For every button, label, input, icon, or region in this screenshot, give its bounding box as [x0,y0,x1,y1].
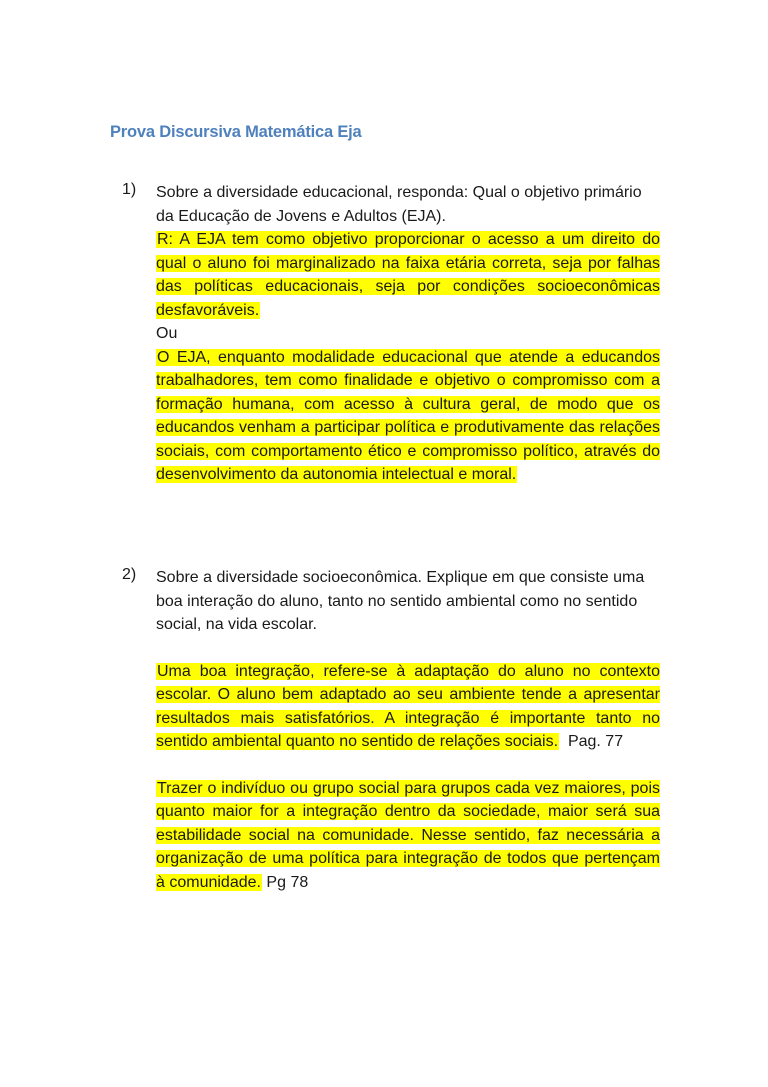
highlighted-answer: Trazer o indivíduo ou grupo social para grupos cada vez maiores, pois quanto maior for a integração dentro da sociedade, maior será sua estabilidade social na comunidade. Nesse sentido, faz necessária a organização de uma política para integração de todos que pertençam à comunidade. [156,779,660,891]
page-reference: Pg 78 [266,873,309,891]
highlighted-answer: Uma boa integração, refere-se à adaptação do aluno no contexto escolar. O aluno bem adaptado ao seu ambiente tende a apresentar resultados mais satisfatórios. A integração é importante tanto no sentido ambiental quanto no sentido de relações sociais. [156,662,660,750]
page-reference: Pag. 77 [567,733,624,750]
separator-text: Ou [156,325,178,342]
question-text: Sobre a diversidade educacional, responda: Qual o objetivo primário da Educação de Jovens e Adultos (EJA). [156,184,642,225]
answer-paragraph [156,346,660,487]
question-body [156,181,660,487]
question-body [156,566,660,894]
highlighted-answer: R: A EJA tem como objetivo proporcionar o acesso a um direito do qual o aluno foi marginalizado na faixa etária correta, seja por falhas das políticas educacionais, seja por condições socioeconômicas desfavoráveis. [156,231,660,319]
answer-paragraph [156,228,660,322]
question-number: 2) [122,566,137,583]
question-text: Sobre a diversidade socioeconômica. Explique em que consiste uma boa interação do aluno, tanto no sentido ambiental como no sentido social, na vida escolar. [156,569,645,633]
question-number: 1) [122,181,137,198]
document-title: Prova Discursiva Matemática Eja [110,123,362,141]
answer-paragraph [156,660,660,754]
highlighted-answer: O EJA, enquanto modalidade educacional que atende a educandos trabalhadores, tem como finalidade e objetivo o compromisso com a formação humana, com acesso à cultura geral, de modo que os educandos venham a participar política e produtivamente das relações sociais, com comportamento ético e compromisso político, através do desenvolvimento da autonomia intelectual e moral. [156,348,660,483]
answer-paragraph [156,777,660,895]
